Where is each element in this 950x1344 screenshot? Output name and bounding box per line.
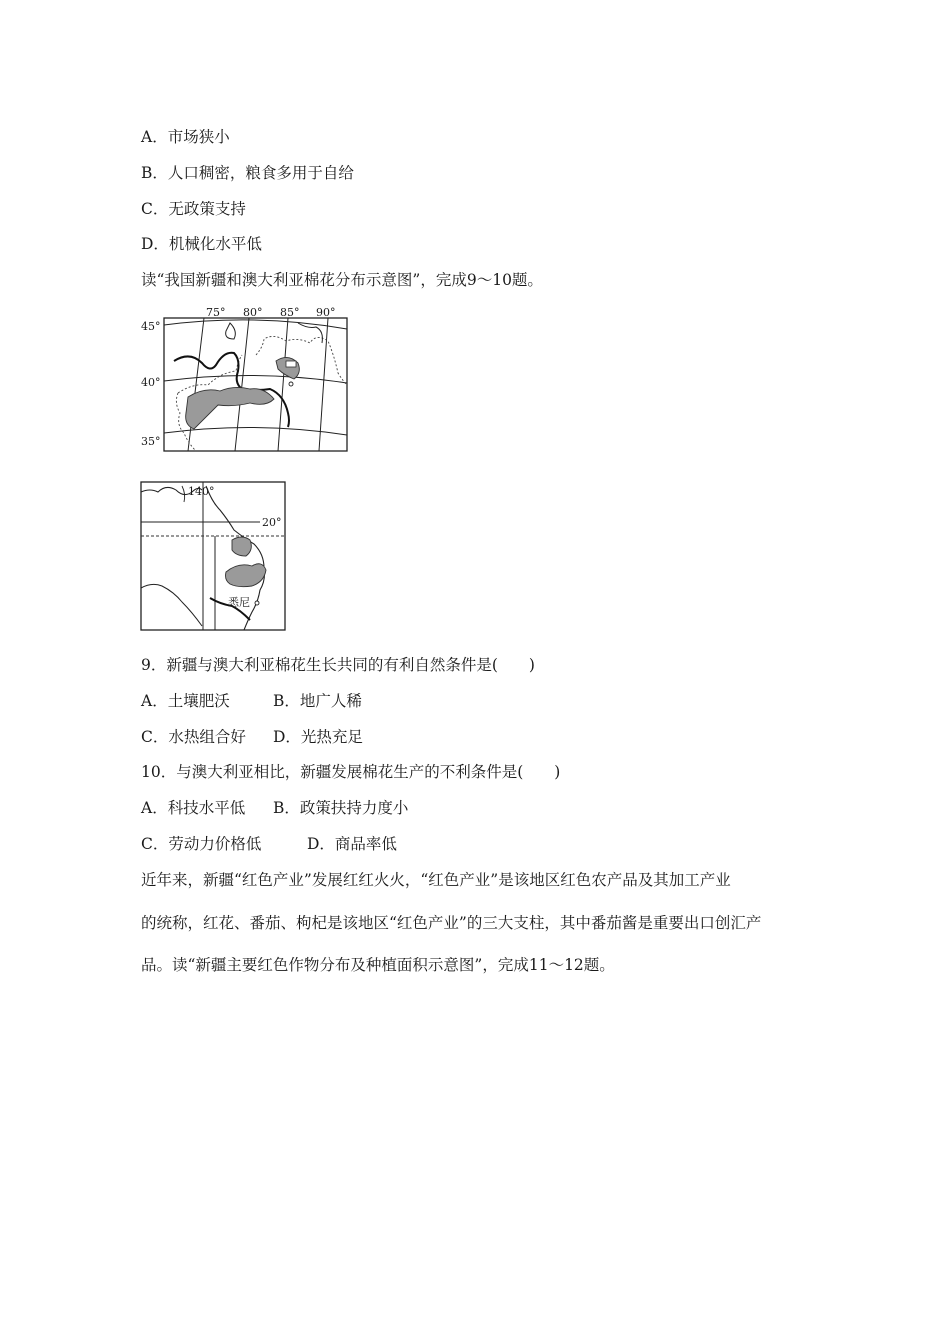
- q9-stem: 9．新疆与澳大利亚棉花生长共同的有利自然条件是( ): [141, 656, 535, 674]
- q10-option-c: C．劳动力价格低: [141, 835, 262, 853]
- q10-option-a: A．科技水平低: [141, 799, 246, 817]
- lon-label-140: 140°: [188, 485, 215, 498]
- passage-11-12-line1: 近年来，新疆“红色产业”发展红红火火，“红色产业”是该地区红色农产品及其加工产业: [141, 871, 731, 889]
- q10-option-d: D．商品率低: [307, 835, 397, 853]
- q10-options-row2: [141, 834, 397, 854]
- lon-label-85: 85°: [280, 306, 300, 319]
- lon-label-75: 75°: [206, 306, 226, 319]
- q8-option-b: B．人口稠密，粮食多用于自给: [141, 164, 354, 182]
- q8-option-d: D．机械化水平低: [141, 235, 262, 253]
- q9-option-a: A．土壤肥沃: [141, 692, 230, 710]
- q10-option-b: B．政策扶持力度小: [273, 799, 409, 817]
- sydney-label: 悉尼: [228, 596, 250, 609]
- q9-option-d: D．光热充足: [273, 728, 363, 746]
- lon-label-90: 90°: [316, 306, 336, 319]
- australia-cotton-map: [140, 480, 287, 632]
- passage-11-12-line2: 的统称，红花、番茄、枸杞是该地区“红色产业”的三大支柱，其中番茄酱是重要出口创汇产: [141, 914, 762, 932]
- lat-label-35: 35°: [141, 435, 161, 448]
- q8-option-c: C．无政策支持: [141, 200, 246, 218]
- lat-label-20: 20°: [262, 516, 282, 529]
- q10-stem: 10．与澳大利亚相比，新疆发展棉花生产的不利条件是( ): [141, 763, 561, 781]
- passage-11-12-line3: 品。读“新疆主要红色作物分布及种植面积示意图”，完成11～12题。: [141, 956, 615, 974]
- xinjiang-cotton-map: [138, 303, 353, 455]
- intro-9-10: 读“我国新疆和澳大利亚棉花分布示意图”，完成9～10题。: [141, 271, 543, 289]
- q8-option-a: A．市场狭小: [141, 128, 230, 146]
- q9-options-row2: [141, 727, 363, 747]
- q10-options-row1: [141, 798, 408, 818]
- lon-label-80: 80°: [243, 306, 263, 319]
- q9-options-row1: [141, 691, 362, 711]
- lat-label-40: 40°: [141, 376, 161, 389]
- q9-option-c: C．水热组合好: [141, 728, 246, 746]
- q9-option-b: B．地广人稀: [273, 692, 362, 710]
- lat-label-45: 45°: [141, 320, 161, 333]
